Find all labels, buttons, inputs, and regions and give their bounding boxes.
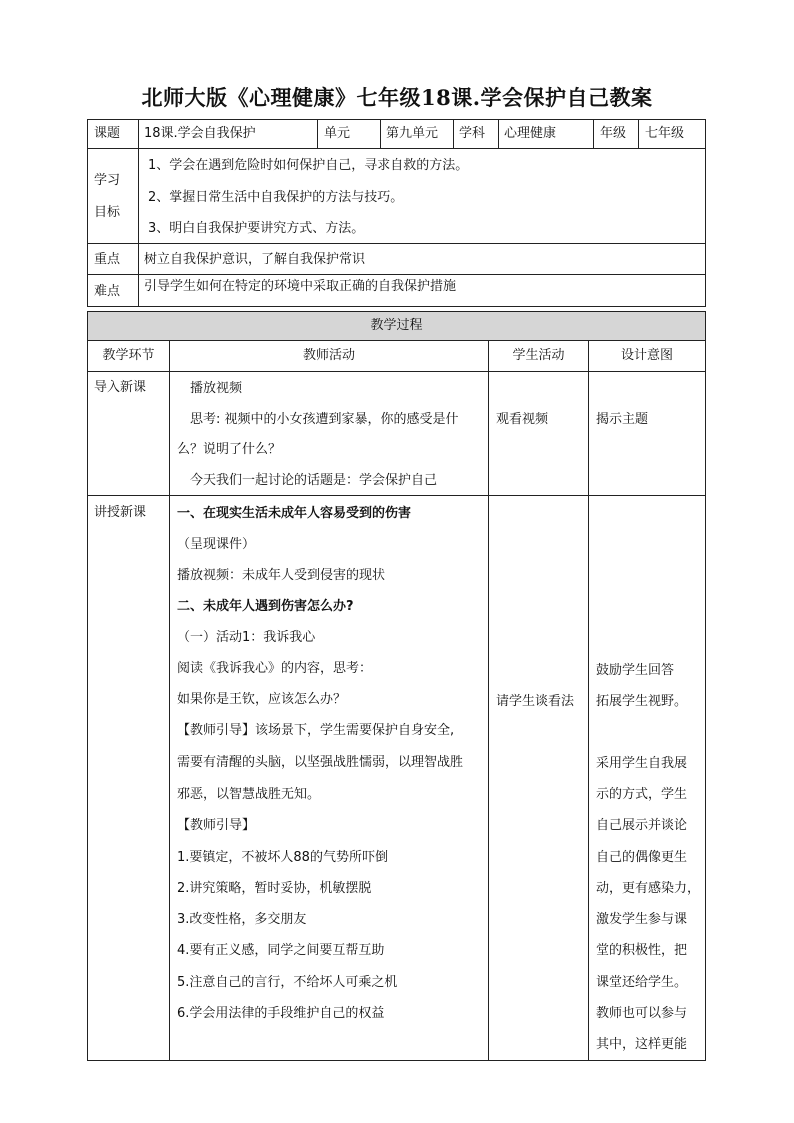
goal-item: 2、掌握日常生活中自我保护的方法与技巧。 — [148, 190, 404, 205]
col-header-student: 学生活动 — [512, 348, 565, 363]
goal-item: 1、学会在遇到危险时如何保护自己，寻求自救的方法。 — [148, 158, 469, 173]
lecture-intent-line: 堂的积极性，把 — [596, 943, 688, 958]
lecture-teacher-line: 4.要有正义感，同学之间要互帮互助 — [177, 943, 385, 958]
goals-label-line2: 目标 — [94, 205, 121, 220]
keypoint-label: 重点 — [94, 252, 121, 267]
grade-label: 年级 — [600, 126, 627, 141]
lecture-teacher-heading: 一、在现实生活未成年人容易受到的伤害 — [177, 506, 412, 521]
lecture-intent-line: 激发学生参与课 — [596, 912, 688, 927]
lecture-teacher-line: 如果你是王钦，应该怎么办？ — [177, 692, 347, 707]
col-header-stage: 教学环节 — [102, 348, 155, 363]
intro-student: 观看视频 — [496, 412, 549, 427]
intro-teacher-line: 今天我们一起讨论的话题是：学会保护自己 — [190, 473, 438, 488]
difficulty-label: 难点 — [94, 284, 121, 299]
lecture-teacher-line: 邪恶，以智慧战胜无知。 — [177, 787, 321, 802]
lecture-stage: 讲授新课 — [94, 505, 147, 520]
lecture-intent-line: 自己展示并谈论 — [596, 818, 688, 833]
lecture-intent-line: 其中，这样更能 — [596, 1037, 688, 1052]
document-title: 北师大版《心理健康》七年级18课.学会保护自己教案 — [141, 85, 653, 110]
lecture-teacher-line: 3.改变性格，多交朋友 — [177, 912, 307, 927]
intro-teacher-line: 播放视频 — [190, 381, 243, 396]
lecture-teacher-heading: 二、未成年人遇到伤害怎么办? — [177, 599, 354, 614]
lecture-teacher-line: 播放视频：未成年人受到侵害的现状 — [177, 568, 386, 583]
lecture-student: 请学生谈看法 — [496, 694, 575, 709]
topic-value: 18课.学会自我保护 — [144, 126, 256, 141]
col-header-teacher: 教师活动 — [302, 348, 355, 363]
difficulty-value: 引导学生如何在特定的环境中采取正确的自我保护措施 — [144, 279, 457, 294]
lecture-teacher-line: 【教师引导】该场景下，学生需要保护自身安全, — [177, 723, 455, 738]
lecture-teacher-line: 阅读《我诉我心》的内容，思考： — [177, 661, 373, 676]
lecture-intent-line: 鼓励学生回答 — [596, 663, 675, 678]
lecture-teacher-line: （呈现课件） — [177, 537, 256, 552]
goals-label-cell — [87, 148, 139, 244]
lecture-teacher-line: 需要有清醒的头脑，以坚强战胜懦弱，以理智战胜 — [177, 755, 464, 770]
unit-value: 第九单元 — [386, 126, 439, 141]
lecture-intent-line: 采用学生自我展 — [596, 756, 688, 771]
lecture-teacher-line: 5.注意自己的言行，不给坏人可乘之机 — [177, 975, 398, 990]
intro-teacher-line: 思考: 视频中的小女孩遭到家暴，你的感受是什 — [190, 412, 459, 427]
lecture-teacher-line: 1.要镇定，不被坏人88的气势所吓倒 — [177, 850, 388, 865]
lecture-intent-line: 教师也可以参与 — [596, 1006, 688, 1021]
lecture-stage-cell — [87, 495, 170, 1061]
col-header-intent: 设计意图 — [620, 348, 673, 363]
topic-label: 课题 — [94, 126, 121, 141]
goal-item: 3、明白自我保护要讲究方式、方法。 — [148, 221, 365, 236]
keypoint-value: 树立自我保护意识，了解自我保护常识 — [144, 252, 366, 267]
process-header: 教学过程 — [370, 318, 423, 333]
subject-value: 心理健康 — [504, 126, 557, 141]
lecture-student-cell — [488, 495, 589, 1061]
lecture-teacher-line: 【教师引导】 — [177, 818, 256, 833]
lecture-teacher-line: 6.学会用法律的手段维护自己的权益 — [177, 1006, 385, 1021]
lecture-teacher-line: 2.讲究策略，暂时妥协，机敏摆脱 — [177, 881, 372, 896]
lecture-intent-line: 拓展学生视野。 — [596, 694, 688, 709]
subject-label: 学科 — [459, 126, 486, 141]
intro-stage: 导入新课 — [94, 380, 147, 395]
unit-label: 单元 — [324, 126, 351, 141]
intro-teacher-line: 么？说明了什么？ — [177, 442, 282, 457]
lecture-intent-line: 课堂还给学生。 — [596, 975, 688, 990]
intro-student-cell — [488, 371, 589, 496]
lecture-intent-line: 示的方式，学生 — [596, 787, 688, 802]
intro-intent-cell — [588, 371, 706, 496]
lecture-teacher-line: （一）活动1：我诉我心 — [177, 630, 316, 645]
goals-label-line1: 学习 — [94, 173, 121, 188]
lecture-intent-line: 自己的偶像更生 — [596, 850, 688, 865]
intro-intent: 揭示主题 — [596, 412, 649, 427]
grade-value: 七年级 — [645, 126, 685, 141]
lecture-intent-line: 动，更有感染力， — [596, 881, 701, 896]
